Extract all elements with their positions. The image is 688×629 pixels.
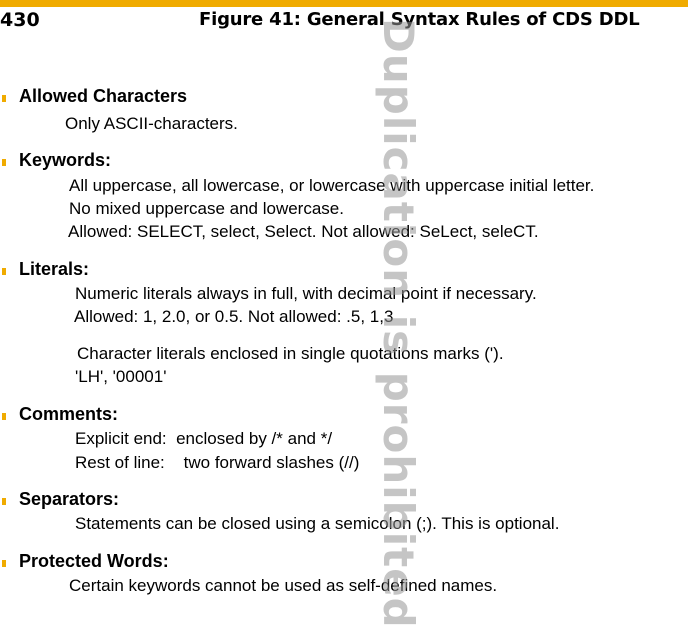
section-line: Allowed: 1, 2.0, or 0.5. Not allowed: .5, 1,3 [74, 307, 394, 326]
page-number: 430 [0, 9, 40, 31]
bullet-marker [2, 413, 6, 420]
watermark: Duplication is prohibited [374, 18, 423, 629]
figure-title: Figure 41: General Syntax Rules of CDS DDL [199, 9, 640, 30]
bullet-marker [2, 560, 6, 567]
section-heading: Literals: [19, 259, 90, 279]
section-line: 'LH', '00001' [75, 367, 167, 386]
section-line: Explicit end: enclosed by /* and */ [75, 429, 333, 448]
section-heading: Separators: [19, 489, 120, 509]
top-accent-bar [0, 0, 688, 7]
bullet-marker [2, 95, 6, 102]
section-heading: Comments: [19, 404, 119, 424]
bullet-marker [2, 159, 6, 166]
bullet-marker [2, 498, 6, 505]
section-line: All uppercase, all lowercase, or lowercase with uppercase initial letter. [69, 176, 595, 195]
section-line: Certain keywords cannot be used as self-defined names. [69, 576, 498, 595]
section-line: Statements can be closed using a semicolon (;). This is optional. [75, 514, 560, 533]
section-heading: Allowed Characters [19, 86, 188, 106]
section-line: Character literals enclosed in single quotations marks ('). [77, 344, 504, 363]
section-line: Only ASCII-characters. [65, 114, 238, 133]
section-line: No mixed uppercase and lowercase. [69, 199, 344, 218]
bullet-marker [2, 268, 6, 275]
section-heading: Protected Words: [19, 551, 169, 571]
section-line: Numeric literals always in full, with decimal point if necessary. [75, 284, 537, 303]
section-line: Rest of line: two forward slashes (//) [75, 453, 360, 472]
section-heading: Keywords: [19, 150, 112, 170]
section-line: Allowed: SELECT, select, Select. Not allowed: SeLect, seleCT. [68, 222, 539, 241]
